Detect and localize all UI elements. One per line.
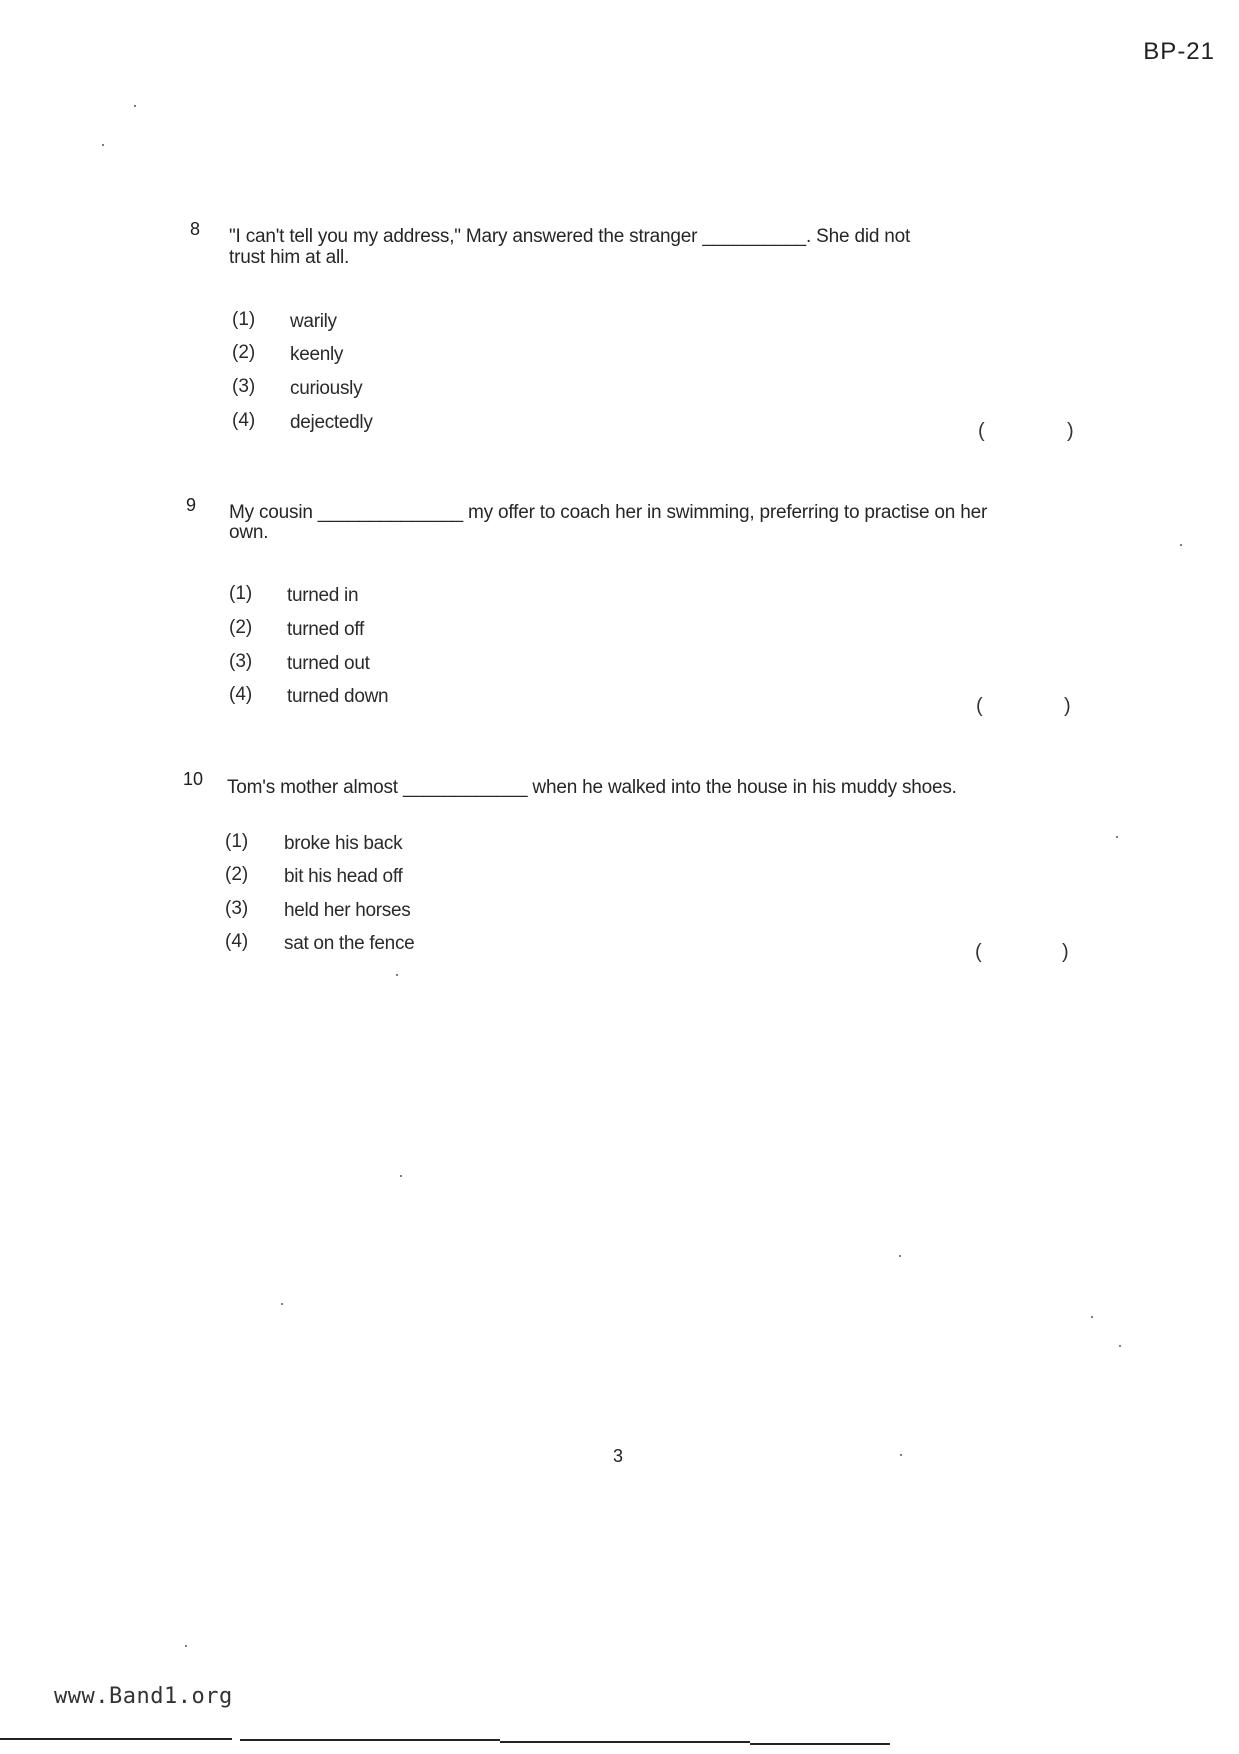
question-9-answer-close-paren: ) [1064, 695, 1071, 717]
scan-speck [281, 1303, 283, 1305]
question-8-text-line2: trust him at all. [229, 247, 350, 268]
question-8-option-4-number: (4) [232, 410, 256, 431]
scan-edge-line [750, 1743, 890, 1745]
question-9-option-1-number: (1) [229, 583, 253, 604]
question-8-option-3-number: (3) [232, 376, 256, 397]
question-9-option-3-text: turned out [287, 653, 370, 674]
scan-speck [900, 1454, 902, 1456]
question-8-number: 8 [190, 219, 201, 239]
scan-speck [396, 974, 398, 976]
scan-speck [134, 105, 136, 107]
scan-speck [1119, 1345, 1121, 1347]
question-8-option-3-text: curiously [290, 378, 363, 399]
question-9-option-3-number: (3) [229, 651, 253, 672]
question-8-option-1-text: warily [290, 311, 337, 332]
scan-speck [102, 144, 104, 146]
scan-edge-line [500, 1741, 750, 1743]
watermark-url: www.Band1.org [54, 1684, 233, 1709]
question-8-option-2-text: keenly [290, 344, 344, 365]
question-10-option-1-number: (1) [225, 831, 249, 852]
question-10-option-2-number: (2) [225, 864, 249, 885]
question-8-text-line1: "I can't tell you my address," Mary answered the stranger __________. She did not [229, 226, 911, 247]
question-10-number: 10 [183, 769, 204, 789]
scan-speck [1091, 1316, 1093, 1318]
question-10-option-4-text: sat on the fence [284, 933, 415, 954]
page-number: 3 [613, 1446, 624, 1466]
scan-edge-line [240, 1739, 500, 1741]
question-10-option-1-text: broke his back [284, 833, 403, 854]
question-9-option-2-text: turned off [287, 619, 364, 640]
question-9-option-4-number: (4) [229, 684, 253, 705]
question-9-answer-open-paren: ( [976, 695, 983, 717]
question-9-number: 9 [186, 495, 197, 515]
question-10-answer-open-paren: ( [975, 941, 982, 963]
question-9-text-line1: My cousin ______________ my offer to coach her in swimming, preferring to practise on her [229, 502, 988, 523]
question-10-text-line1: Tom's mother almost ____________ when he walked into the house in his muddy shoes. [227, 777, 957, 798]
question-9-text-line2: own. [229, 522, 269, 543]
question-10-option-3-text: held her horses [284, 900, 411, 921]
question-10-option-4-number: (4) [225, 931, 249, 952]
question-10-answer-close-paren: ) [1062, 941, 1069, 963]
question-10-option-3-number: (3) [225, 898, 249, 919]
question-9-option-1-text: turned in [287, 585, 359, 606]
question-8-answer-close-paren: ) [1067, 420, 1074, 442]
scan-speck [899, 1255, 901, 1257]
question-8-option-4-text: dejectedly [290, 412, 373, 433]
question-8-option-1-number: (1) [232, 309, 256, 330]
scan-speck [1116, 836, 1118, 838]
scan-speck [400, 1175, 402, 1177]
scan-edge-line [0, 1738, 232, 1740]
question-9-option-4-text: turned down [287, 686, 389, 707]
question-10-option-2-text: bit his head off [284, 866, 403, 887]
scan-speck [1180, 544, 1182, 546]
document-code: BP-21 [1143, 38, 1215, 65]
question-8-option-2-number: (2) [232, 342, 256, 363]
question-9-option-2-number: (2) [229, 617, 253, 638]
question-8-answer-open-paren: ( [978, 420, 985, 442]
scan-speck [185, 1645, 187, 1647]
